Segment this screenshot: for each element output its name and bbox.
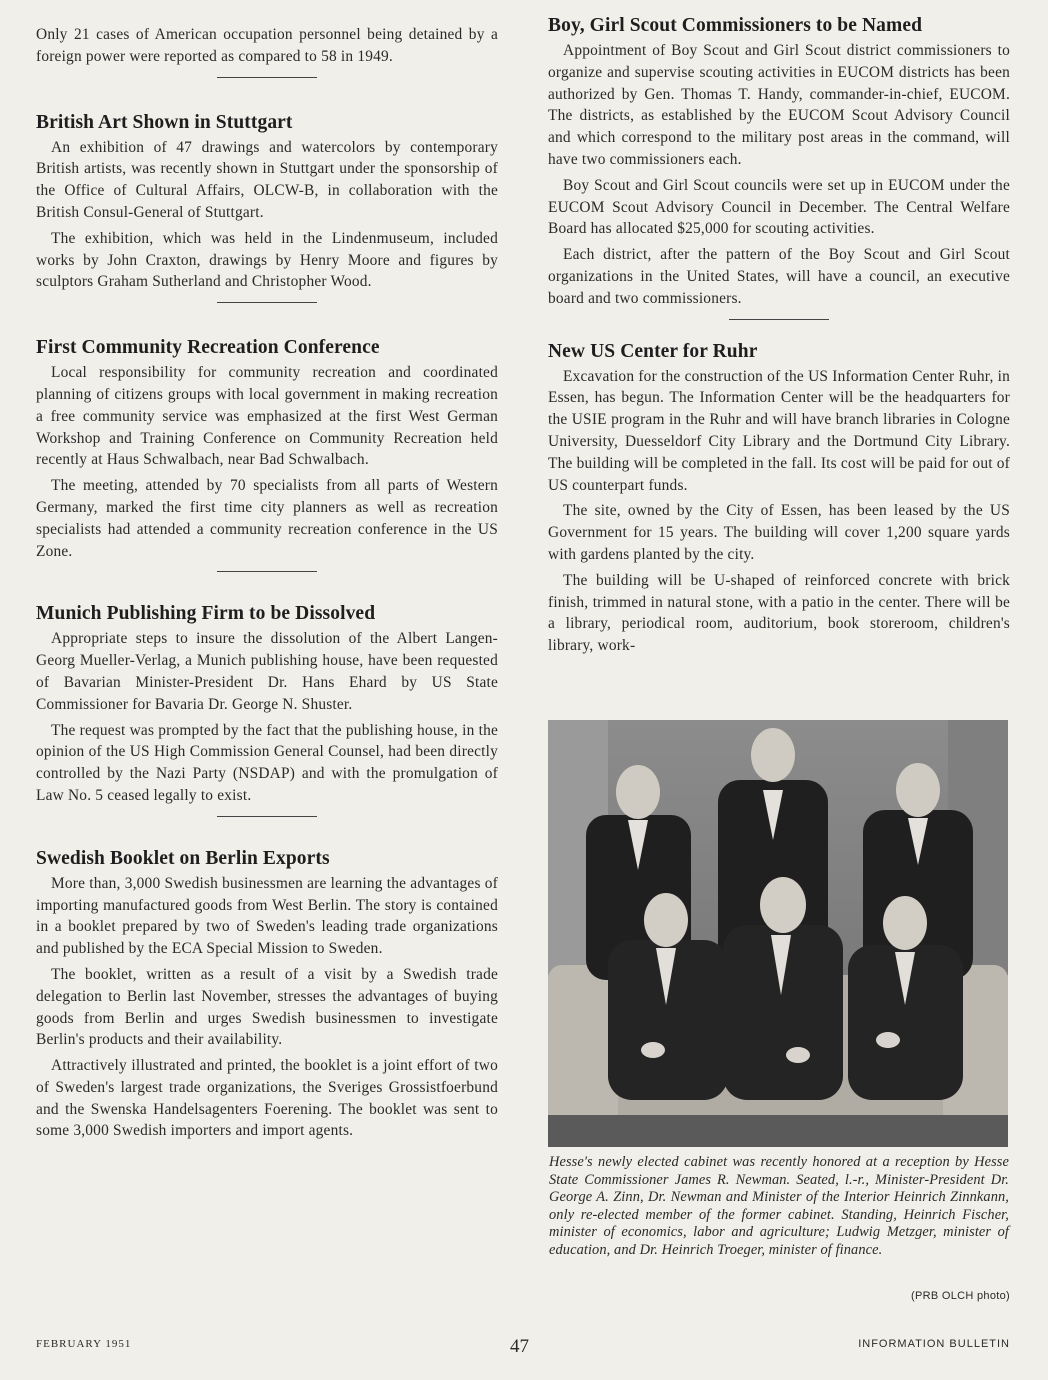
article-paragraph: The request was prompted by the fact that the publishing house, in the opinion of the US High Commission General Counsel, had been directly controlled by the Nazi Party (NSDAP) and with the promulgation of Law No. 5 ceased legally to exist. [36, 721, 498, 804]
article-title: British Art Shown in Stuttgart [36, 111, 293, 133]
footer-date: FEBRUARY 1951 [36, 1338, 132, 1350]
article-paragraph: The booklet, written as a result of a visit by a Swedish trade delegation to Berlin last November, stresses the advantages of buying goods from Berlin and urges Swedish businessmen to investigate Berlin's products and their availability. [36, 965, 498, 1049]
divider-rule [217, 77, 317, 78]
article-paragraph: Attractively illustrated and printed, the booklet is a joint effort of two of Sweden's largest trade organizations, the Sveriges Grossistfoerbund and the Swenska Handelsagenters Foerening. The booklet was sent to some 3,000 Swedish importers and import agents. [36, 1057, 498, 1140]
article-paragraph: The meeting, attended by 70 specialists from all parts of Western Germany, marked the first time city planners as well as recreation specialists had attended a community recreation conference in the US Zone. [36, 477, 498, 560]
article-title: First Community Recreation Conference [36, 337, 380, 359]
article-paragraph: An exhibition of 47 drawings and watercolors by contemporary British artists, was recently shown in Stuttgart under the sponsorship of the Office of Cultural Affairs, OLCW-B, in collaboration with the British Consul-General of Stuttgart. [36, 138, 498, 221]
article-recreation-conference [36, 336, 498, 562]
article-munich-publishing [36, 602, 498, 806]
divider-rule [217, 302, 317, 303]
article-title: Munich Publishing Firm to be Dissolved [36, 603, 376, 625]
photo-caption: Hesse's newly elected cabinet was recently honored at a reception by Hesse State Commissioner James R. Newman. Seated, l.-r., Minister-President Dr. George A. Zinn, Dr. Newman and Minister of the Interior Heinrich Zinnkann, only re-elected member of the former cabinet. Standing, Heinrich Fischer, minister of economics, labor and agriculture; Ludwig Metzger, minister of education, and Dr. Heinrich Troeger, minister of finance. [549, 1154, 1009, 1258]
intro-paragraph: Only 21 cases of American occupation personnel being detained by a foreign power were reported as compared to 58 in 1949. [36, 26, 498, 65]
photo-credit: (PRB OLCH photo) [911, 1290, 1010, 1302]
article-paragraph: The exhibition, which was held in the Lindenmuseum, included works by John Craxton, drawings by Henry Moore and figures by sculptors Graham Sutherland and Christopher Wood. [36, 229, 498, 291]
article-paragraph: Local responsibility for community recreation and coordinated planning of citizens groups with local government in making recreation a free community service was emphasized at the first West German Workshop and Training Conference on Community Recreation held recently at Haus Schwalbach, near Bad Schwalbach. [36, 364, 498, 469]
cabinet-photo-illustration [548, 720, 1008, 1147]
article-british-art [36, 111, 498, 294]
article-paragraph: Boy Scout and Girl Scout councils were set up in EUCOM under the EUCOM Scout Advisory Council in December. The Central Welfare Board has allocated $25,000 for scouting activities. [548, 176, 1010, 238]
left-column [36, 14, 498, 1142]
article-paragraph: Appropriate steps to insure the dissolution of the Albert Langen-Georg Mueller-Verlag, a Munich publishing house, have been requested of Bavarian Minister-President Dr. Hans Ehard by US State Commissioner for Bavaria Dr. George N. Shuster. [36, 630, 498, 713]
article-title: Boy, Girl Scout Commissioners to be Named [548, 15, 923, 36]
article-paragraph: Excavation for the construction of the US Information Center Ruhr, in Essen, has begun. The Information Center will be the headquarters for the USIE program in the Ruhr and will have branch libraries in Cologne University, Duesseldorf City Library and the Dortmund City Library. The building will be completed in the fall. Its cost will be paid for out of US counterpart funds. [548, 367, 1010, 494]
cabinet-photo [548, 720, 1008, 1147]
right-column [548, 14, 1010, 657]
article-swedish-booklet [36, 847, 498, 1143]
divider-rule [729, 319, 829, 320]
divider-rule [217, 571, 317, 572]
divider-rule [217, 816, 317, 817]
article-paragraph: Each district, after the pattern of the Boy Scout and Girl Scout organizations in the United States, will have a council, an executive board and two commissioners. [548, 246, 1010, 307]
article-us-center-ruhr [548, 340, 1010, 657]
article-paragraph: The building will be U-shaped of reinforced concrete with brick finish, trimmed in natural stone, with a patio in the center. There will be a library, periodical room, auditorium, book storeroom, children's library, work- [548, 571, 1010, 655]
page-number: 47 [510, 1336, 529, 1357]
article-title: Swedish Booklet on Berlin Exports [36, 847, 330, 869]
article-scout-commissioners [548, 14, 1010, 310]
article-paragraph: Appointment of Boy Scout and Girl Scout district commissioners to organize and supervise scouting activities in EUCOM districts has been authorized by Gen. Thomas T. Handy, commander-in-chief, EUCOM. The districts, as established by the EUCOM Scout Advisory Council and which correspond to the military post areas in the command, will have two commissioners each. [548, 42, 1010, 168]
article-paragraph: More than, 3,000 Swedish businessmen are learning the advantages of importing manufactured goods from West Berlin. The story is contained in a booklet prepared by two of Sweden's leading trade organizations and published by the ECA Special Mission to Sweden. [36, 874, 498, 958]
footer-publication: INFORMATION BULLETIN [858, 1338, 1010, 1350]
article-paragraph: The site, owned by the City of Essen, has been leased by the US Government for 15 years. The building will cover 1,200 square yards with gardens planted by the city. [548, 502, 1010, 563]
article-title: New US Center for Ruhr [548, 340, 758, 362]
